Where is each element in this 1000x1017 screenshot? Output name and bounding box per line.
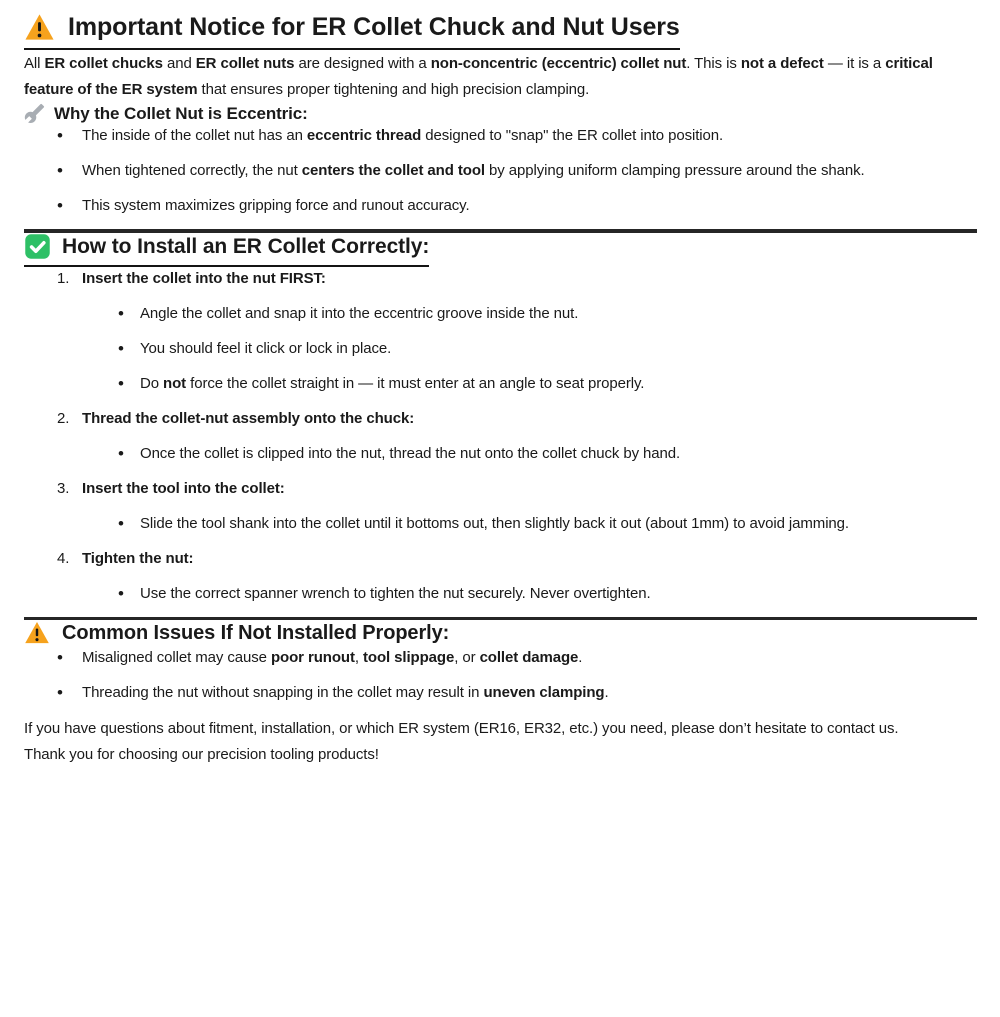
install-step [24,547,977,606]
step-bullet-list [24,442,977,466]
wrench-shape [25,104,44,123]
list-item: • Threading the nut without snapping in the collet may result in uneven clamping. [24,681,977,705]
list-item: • Angle the collet and snap it into the eccentric groove inside the nut. [24,302,977,326]
main-heading [24,12,977,51]
thanks-paragraph: Thank you for choosing our precision tooling products! [24,746,379,763]
step-title: Tighten the nut: [82,549,194,567]
intro-paragraph: All ER collet chucks and ER collet nuts are designed with a non-concentric (eccentric) collet nut. This is not a defect — it is a critical feature of the ER system that ensures proper tightening and high precision clamping. [24,55,933,98]
why-bullet-list [24,124,977,218]
warning-exclamation-dot [35,638,38,641]
list-item: • Do not force the collet straight in — it must enter at an angle to seat properly. [24,372,977,396]
contact-paragraph: If you have questions about fitment, installation, or which ER system (ER16, ER32, etc.) you need, please don’t hesitate to contact us. [24,720,899,737]
why-heading-text: Why the Collet Nut is Eccentric: [54,104,308,123]
list-item: • Use the correct spanner wrench to tighten the nut securely. Never overtighten. [24,582,977,606]
check-square-icon [24,233,51,260]
warning-exclamation-bar [36,629,38,637]
install-step [24,407,977,466]
list-item: • Once the collet is clipped into the nut, thread the nut onto the collet chuck by hand. [24,442,977,466]
step-bullet-list [24,512,977,536]
step-title: Insert the tool into the collet: [82,479,285,497]
install-step [24,267,977,396]
page-title: Important Notice for ER Collet Chuck and Nut Users [68,13,680,41]
step-number: 3. [57,479,70,497]
step-number: 1. [57,269,70,287]
install-section-heading [24,233,977,267]
warning-exclamation-bar [38,22,41,31]
issues-section-heading [24,620,977,646]
step-title: Insert the collet into the nut FIRST: [82,269,326,287]
step-number: 2. [57,409,70,427]
list-item: • You should feel it click or lock in place. [24,337,977,361]
warning-exclamation-dot [38,34,42,38]
why-section-heading [24,103,977,124]
wrench-icon [24,103,45,124]
step-number: 4. [57,549,70,567]
install-step [24,477,977,536]
list-item: • Misaligned collet may cause poor runout, tool slippage, or collet damage. [24,646,977,670]
issues-bullet-list [24,646,977,705]
warning-triangle-icon [24,620,50,646]
step-bullet-list [24,302,977,396]
list-item: • The inside of the collet nut has an eccentric thread designed to "snap" the ER collet into position. [24,124,977,148]
list-item: • Slide the tool shank into the collet until it bottoms out, then slightly back it out (about 1mm) to avoid jamming. [24,512,977,536]
install-step-list [24,267,977,606]
install-heading-text: How to Install an ER Collet Correctly: [62,234,430,258]
list-item: • This system maximizes gripping force and runout accuracy. [24,194,977,218]
step-bullet-list [24,582,977,606]
step-title: Thread the collet-nut assembly onto the chuck: [82,409,415,427]
list-item: • When tightened correctly, the nut centers the collet and tool by applying uniform clamping pressure around the shank. [24,159,977,183]
warning-triangle-icon [24,12,55,43]
issues-heading-text: Common Issues If Not Installed Properly: [62,622,450,644]
check-square-shape [25,234,49,258]
